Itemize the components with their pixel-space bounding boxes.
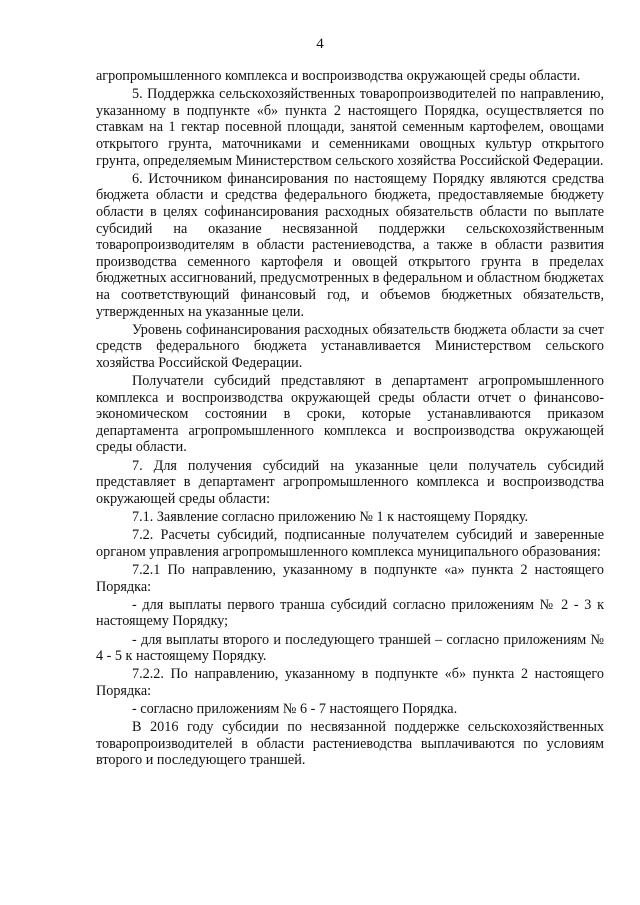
paragraph-item-7: 7. Для получения субсидий на указанные цели получатель субсидий представляет в департамент агропромышленного комплекса и воспроизводства окружающей среды области: [96,457,604,507]
paragraph-continuation: агропромышленного комплекса и воспроизводства окружающей среды области. [96,68,581,84]
paragraph-item-7-2-1: 7.2.1 По направлению, указанному в подпункте «а» пункта 2 настоящего Порядка: [96,561,604,595]
paragraph-item-7-1: 7.1. Заявление согласно приложению № 1 к настоящему Порядку. [132,509,529,525]
paragraph-2016: В 2016 году субсидии по несвязанной поддержке сельскохозяйственных товаропроизводителей в области растениеводства выплачиваются по условиям второго и последующего траншей. [96,719,604,769]
paragraph-second-tranche: - для выплаты второго и последующего траншей – согласно приложениям № 4 - 5 к настоящему Порядку. [96,631,604,665]
paragraph-appendices-6-7: - согласно приложениям № 6 - 7 настоящего Порядка. [132,701,458,718]
paragraph-first-tranche: - для выплаты первого транша субсидий согласно приложениям № 2 - 3 к настоящему Порядку; [96,596,604,630]
paragraph-item-6: 6. Источником финансирования по настоящему Порядку являются средства бюджета области и средства федерального бюджета, предоставляемые бюджету области в целях софинансирования расходных обязательств области по выплате субсидий на оказание несвязанной поддержки сельскохозяйственным товаропроизводителям в области растениеводства, а также в области развития производства семенного картофеля и овощей открытого грунта в пределах бюджетных ассигнований, предусмотренных в федеральном и областном бюджетах на соответствующий финансовый год, и объемов бюджетных обязательств, утвержденных на указанные цели. [96,170,604,320]
paragraph-item-7-2-2: 7.2.2. По направлению, указанному в подпункте «б» пункта 2 настоящего Порядка: [96,666,604,699]
paragraph-item-5: 5. Поддержка сельскохозяйственных товаропроизводителей по направлению, указанному в подпункте «б» пункта 2 настоящего Порядка, осуществляется по ставкам на 1 гектар посевной площади, занятой семенным картофелем, овощами открытого грунта, маточниками и семенниками овощных культур открытого грунта, определяемым Министерством сельского хозяйства Российской Федерации. [96,86,604,169]
page-number: 4 [316,36,324,52]
paragraph-cofinancing: Уровень софинансирования расходных обязательств бюджета области за счет средств федерального бюджета устанавливается Министерством сельского хозяйства Российской Федерации. [96,321,604,371]
paragraph-recipients-report: Получатели субсидий представляют в департамент агропромышленного комплекса и воспроизводства окружающей среды области отчет о финансово-экономическом состоянии в сроки, которые устанавливаются приказом департамента агропромышленного комплекса и воспроизводства окружающей среды области. [96,373,604,456]
document-body [96,68,604,771]
paragraph-item-7-2: 7.2. Расчеты субсидий, подписанные получателем субсидий и заверенные органом управления агропромышленного комплекса муниципального образования: [96,527,604,560]
